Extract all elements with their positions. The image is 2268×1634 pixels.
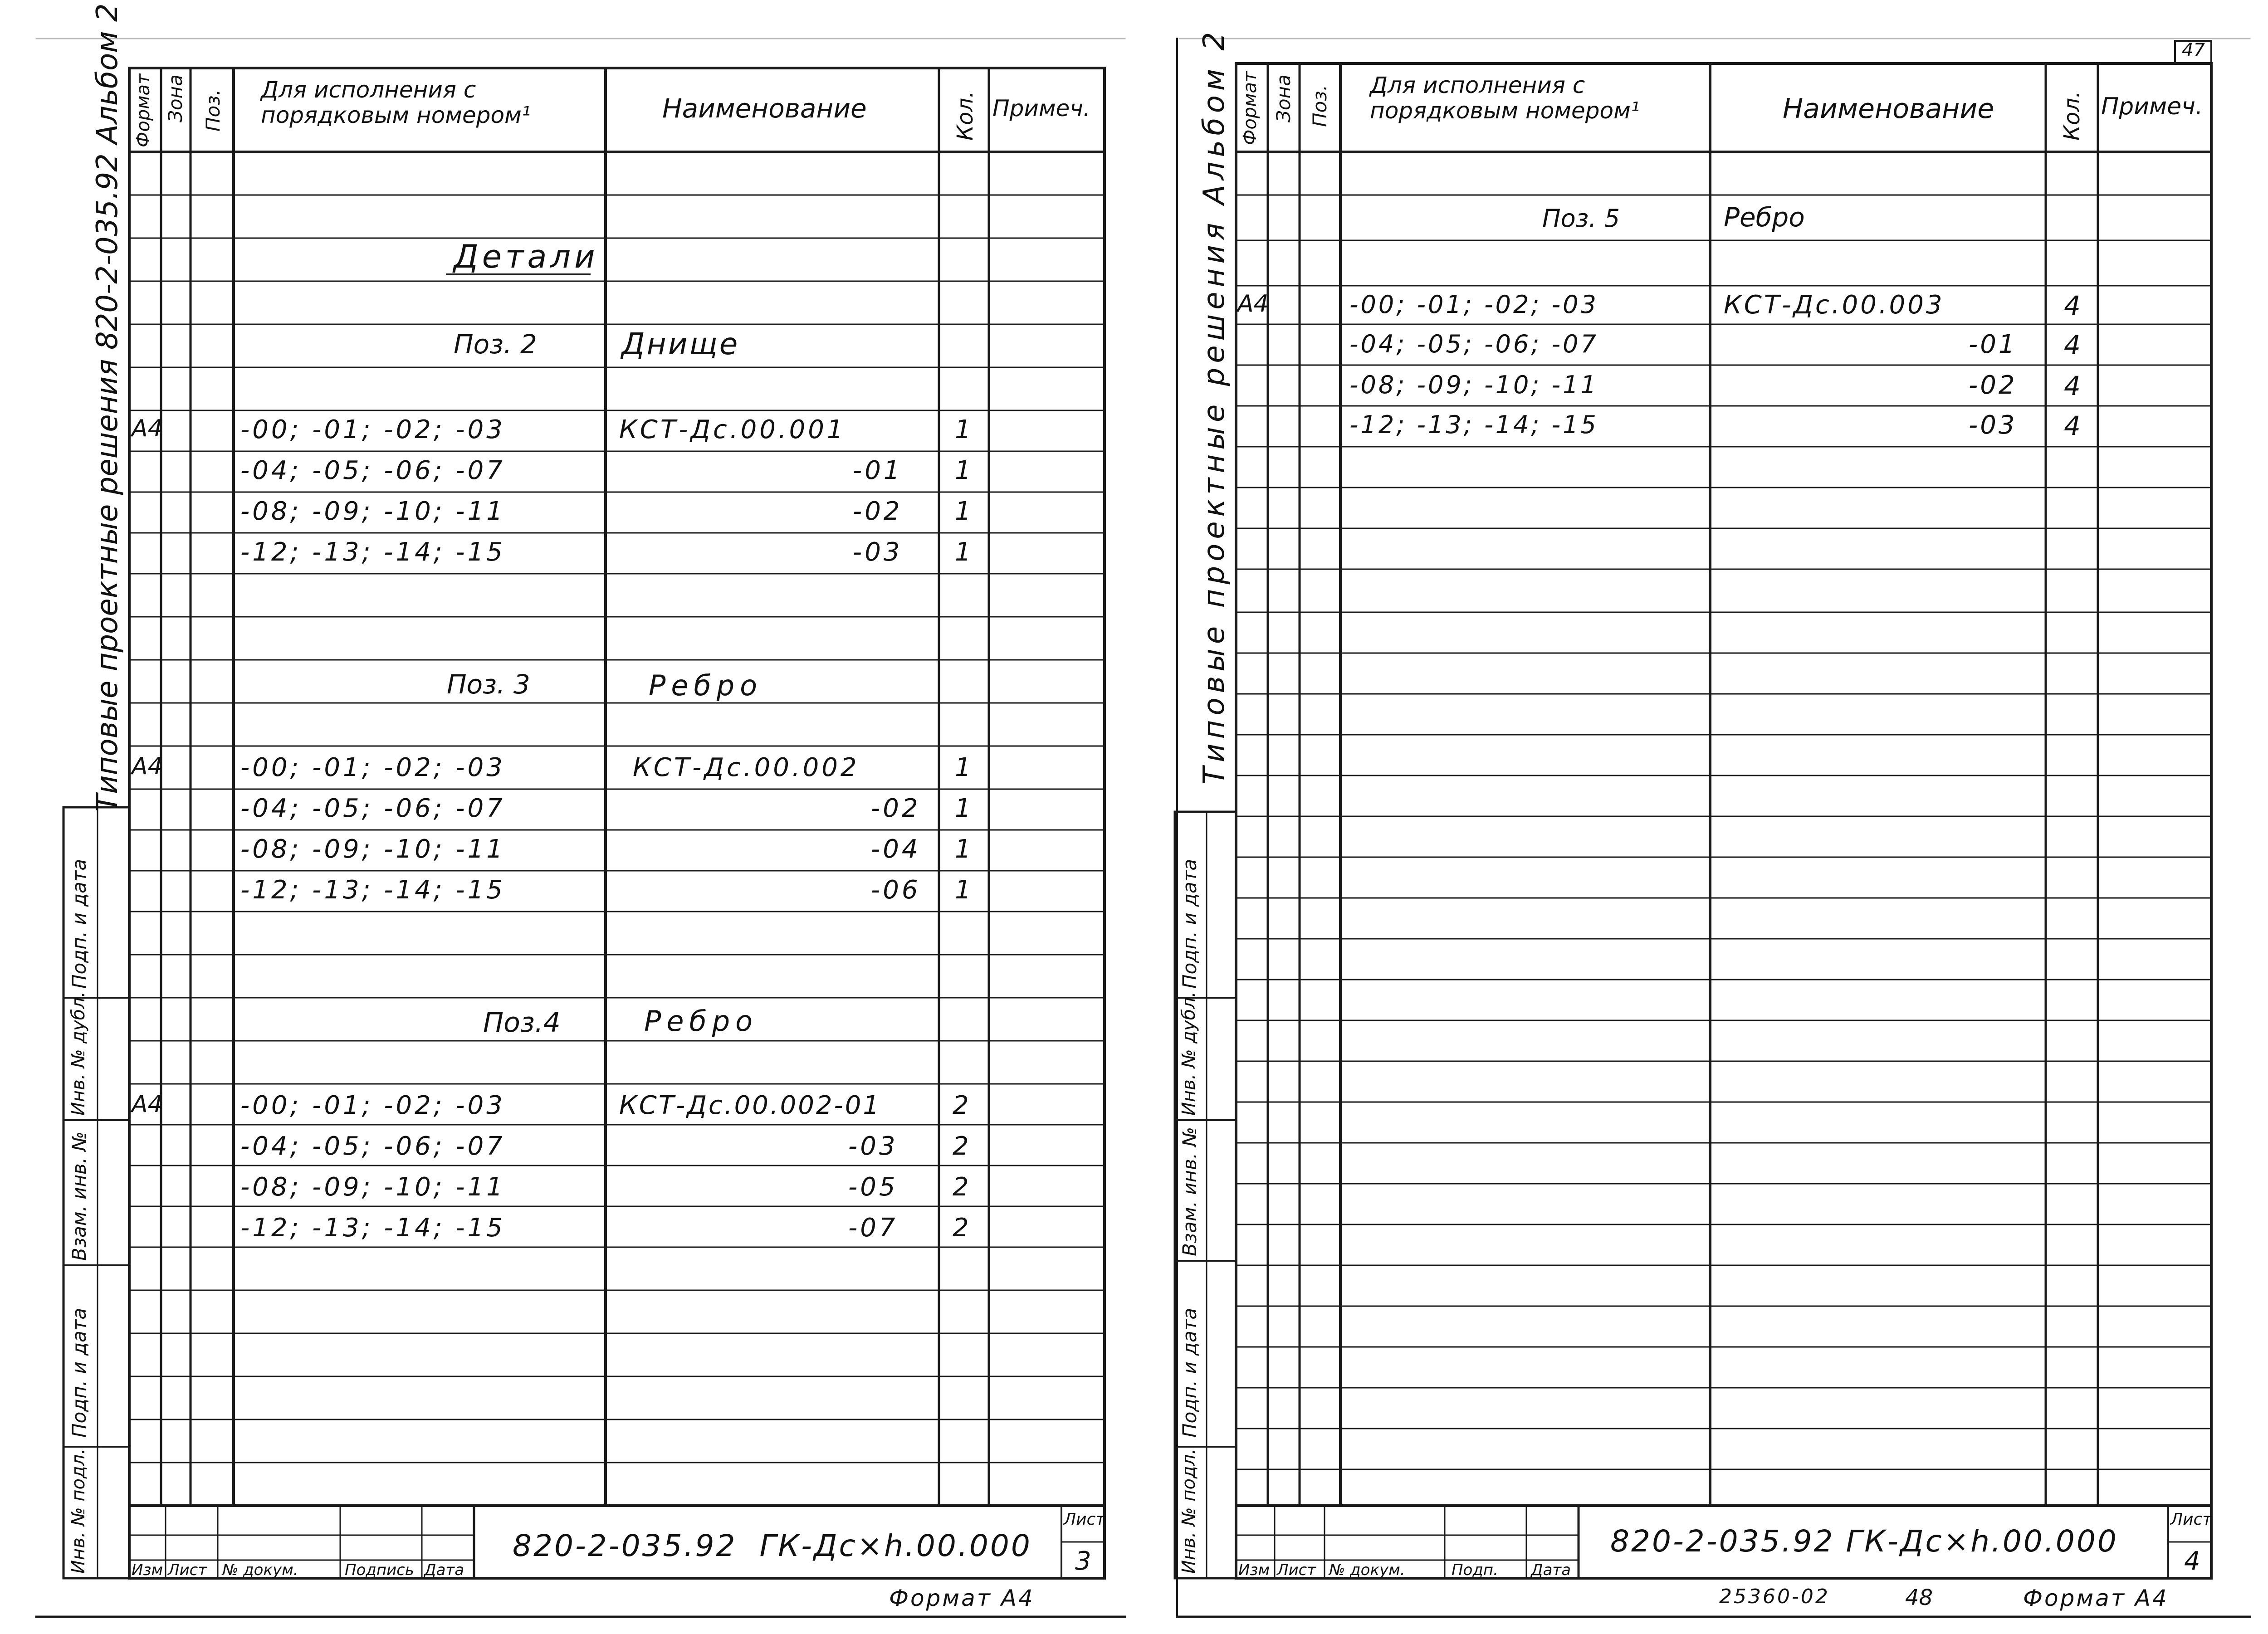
row-designation: -01 [1969,330,2017,359]
header-note: Примеч. [2101,93,2203,120]
row-variants: -08; -09; -10; -11 [1349,371,1598,399]
row-designation: КСТ-Дс.00.002-01 [619,1091,881,1120]
row-variants: -12; -13; -14; -15 [240,875,505,905]
row-designation: КСТ-Дс.00.003 [1724,290,1945,320]
row-variants: -12; -13; -14; -15 [240,537,505,567]
row-variants: -08; -09; -10; -11 [240,497,505,526]
row-designation: -03 [1969,410,2017,440]
header-zone: Зона [1272,74,1295,122]
row-variants: -04; -05; -06; -07 [1349,330,1598,358]
row-designation: -02 [853,497,903,526]
group-pos-label: Поз. 2 [454,329,537,360]
side-box-label: Подп. и дата [1178,858,1201,989]
row-qty: 2 [953,1132,969,1161]
row-variants: -04; -05; -06; -07 [240,456,505,485]
stamp-col: Лист [1277,1561,1316,1579]
row-designation: -03 [853,537,903,567]
side-box-label: Взам. инв. № [1178,1127,1201,1256]
stamp-col: Изм [132,1561,163,1579]
stamp-sheet-label: Лист [2170,1510,2212,1529]
row-qty: 1 [955,415,971,444]
row-variants: -08; -09; -10; -11 [240,834,505,864]
header-qty: Кол. [2059,91,2085,141]
format-cell: А4 [132,1091,163,1118]
stamp-doc-code: 820-2-035.92 ГК-Дс×h.00.000 [513,1528,1032,1563]
row-qty: 1 [955,834,971,864]
stamp-sheet-label: Лист [1064,1510,1105,1529]
row-qty: 4 [2064,290,2081,321]
row-designation: -03 [848,1132,898,1161]
row-designation: -04 [871,834,921,864]
stamp-col: Подпись [345,1561,414,1579]
side-box-label: Взам. инв. № [68,1131,90,1261]
group-pos-label: Поз. 5 [1542,204,1620,233]
stamp-col: Подп. [1452,1561,1498,1579]
row-variants: -12; -13; -14; -15 [240,1213,505,1243]
row-variants: -04; -05; -06; -07 [240,1132,505,1161]
row-designation: -06 [871,875,921,905]
row-qty: 1 [955,875,971,905]
group-item-name: Ребро [649,669,763,702]
row-variants: -00; -01; -02; -03 [1349,290,1598,319]
header-qty: Кол. [953,91,978,141]
stamp-col: Дата [424,1561,464,1579]
format-cell: А4 [132,753,163,780]
row-qty: 2 [953,1091,969,1120]
stamp-col: № докум. [1329,1561,1405,1579]
stamp-doc-code: 820-2-035.92 ГК-Дс×h.00.000 [1610,1524,2118,1559]
group-pos-label: Поз. 3 [447,669,530,700]
row-qty: 1 [955,537,971,567]
row-qty: 2 [953,1213,969,1243]
stamp-col: № докум. [222,1561,298,1579]
section-title: Детали [454,238,599,275]
group-pos-label: Поз.4 [483,1007,561,1039]
header-note: Примеч. [992,95,1090,122]
row-designation: -02 [1969,371,2017,400]
header-format: Формат [1240,71,1261,145]
format-cell: А4 [132,415,163,442]
header-format: Формат [133,73,154,147]
page-number: 47 [2182,40,2205,61]
row-designation: КСТ-Дс.00.002 [633,753,860,782]
row-qty: 1 [955,497,971,526]
stamp-sheet-no: 3 [1075,1546,1091,1576]
row-designation: -01 [853,456,903,485]
row-variants: -00; -01; -02; -03 [240,753,505,782]
format-label: Формат А4 [889,1585,1035,1611]
header-variant: Для исполнения с порядковым номером¹ [261,77,531,128]
row-designation: -05 [848,1172,898,1202]
header-pos: Поз. [1309,85,1331,127]
group-item-name: Ребро [644,1005,758,1038]
row-designation: -02 [871,794,921,823]
header-pos: Поз. [202,89,224,132]
header-name: Наименование [662,93,867,124]
left-side-title: Типовые проектные решения 820-2-035.92 Альбом 2 [91,3,124,812]
row-designation: КСТ-Дс.00.001 [619,415,846,444]
row-qty: 1 [955,794,971,823]
row-qty: 1 [955,456,971,485]
row-variants: -08; -09; -10; -11 [240,1172,505,1202]
side-box-label: Подп. и дата [68,1307,90,1438]
stamp-col: Изм [1238,1561,1270,1579]
side-box-label: Инв. № подл. [68,1449,89,1574]
footer-page: 48 [1905,1585,1933,1610]
row-designation: -07 [848,1213,898,1243]
group-item-name: Днище [621,327,740,361]
row-qty: 4 [2064,410,2081,441]
row-qty: 4 [2064,330,2081,361]
stamp-col: Лист [168,1561,207,1579]
row-variants: -00; -01; -02; -03 [240,1091,505,1120]
side-box-label: Подп. и дата [68,858,90,989]
stamp-sheet-no: 4 [2184,1546,2200,1576]
header-zone: Зона [164,74,186,122]
footer-code: 25360-02 [1719,1585,1830,1608]
row-qty: 1 [955,753,971,782]
row-qty: 4 [2064,371,2081,401]
format-cell: А4 [1237,290,1269,317]
header-name: Наименование [1783,93,1994,125]
row-variants: -00; -01; -02; -03 [240,415,505,444]
side-box-label: Подп. и дата [1178,1307,1201,1438]
row-variants: -04; -05; -06; -07 [240,794,505,823]
row-variants: -12; -13; -14; -15 [1349,410,1598,439]
side-box-label: Инв. № дубл. [68,991,89,1116]
format-label: Формат А4 [2023,1585,2169,1611]
side-box-label: Инв. № подл. [1178,1449,1199,1574]
right-side-title: Типовые проектные решения Альбом 2 [1198,27,1231,785]
stamp-col: Дата [1531,1561,1571,1579]
side-box-label: Инв. № дубл. [1178,991,1199,1116]
header-variant: Для исполнения с порядковым номером¹ [1370,72,1640,124]
row-qty: 2 [953,1172,969,1202]
group-item-name: Ребро [1724,202,1805,233]
